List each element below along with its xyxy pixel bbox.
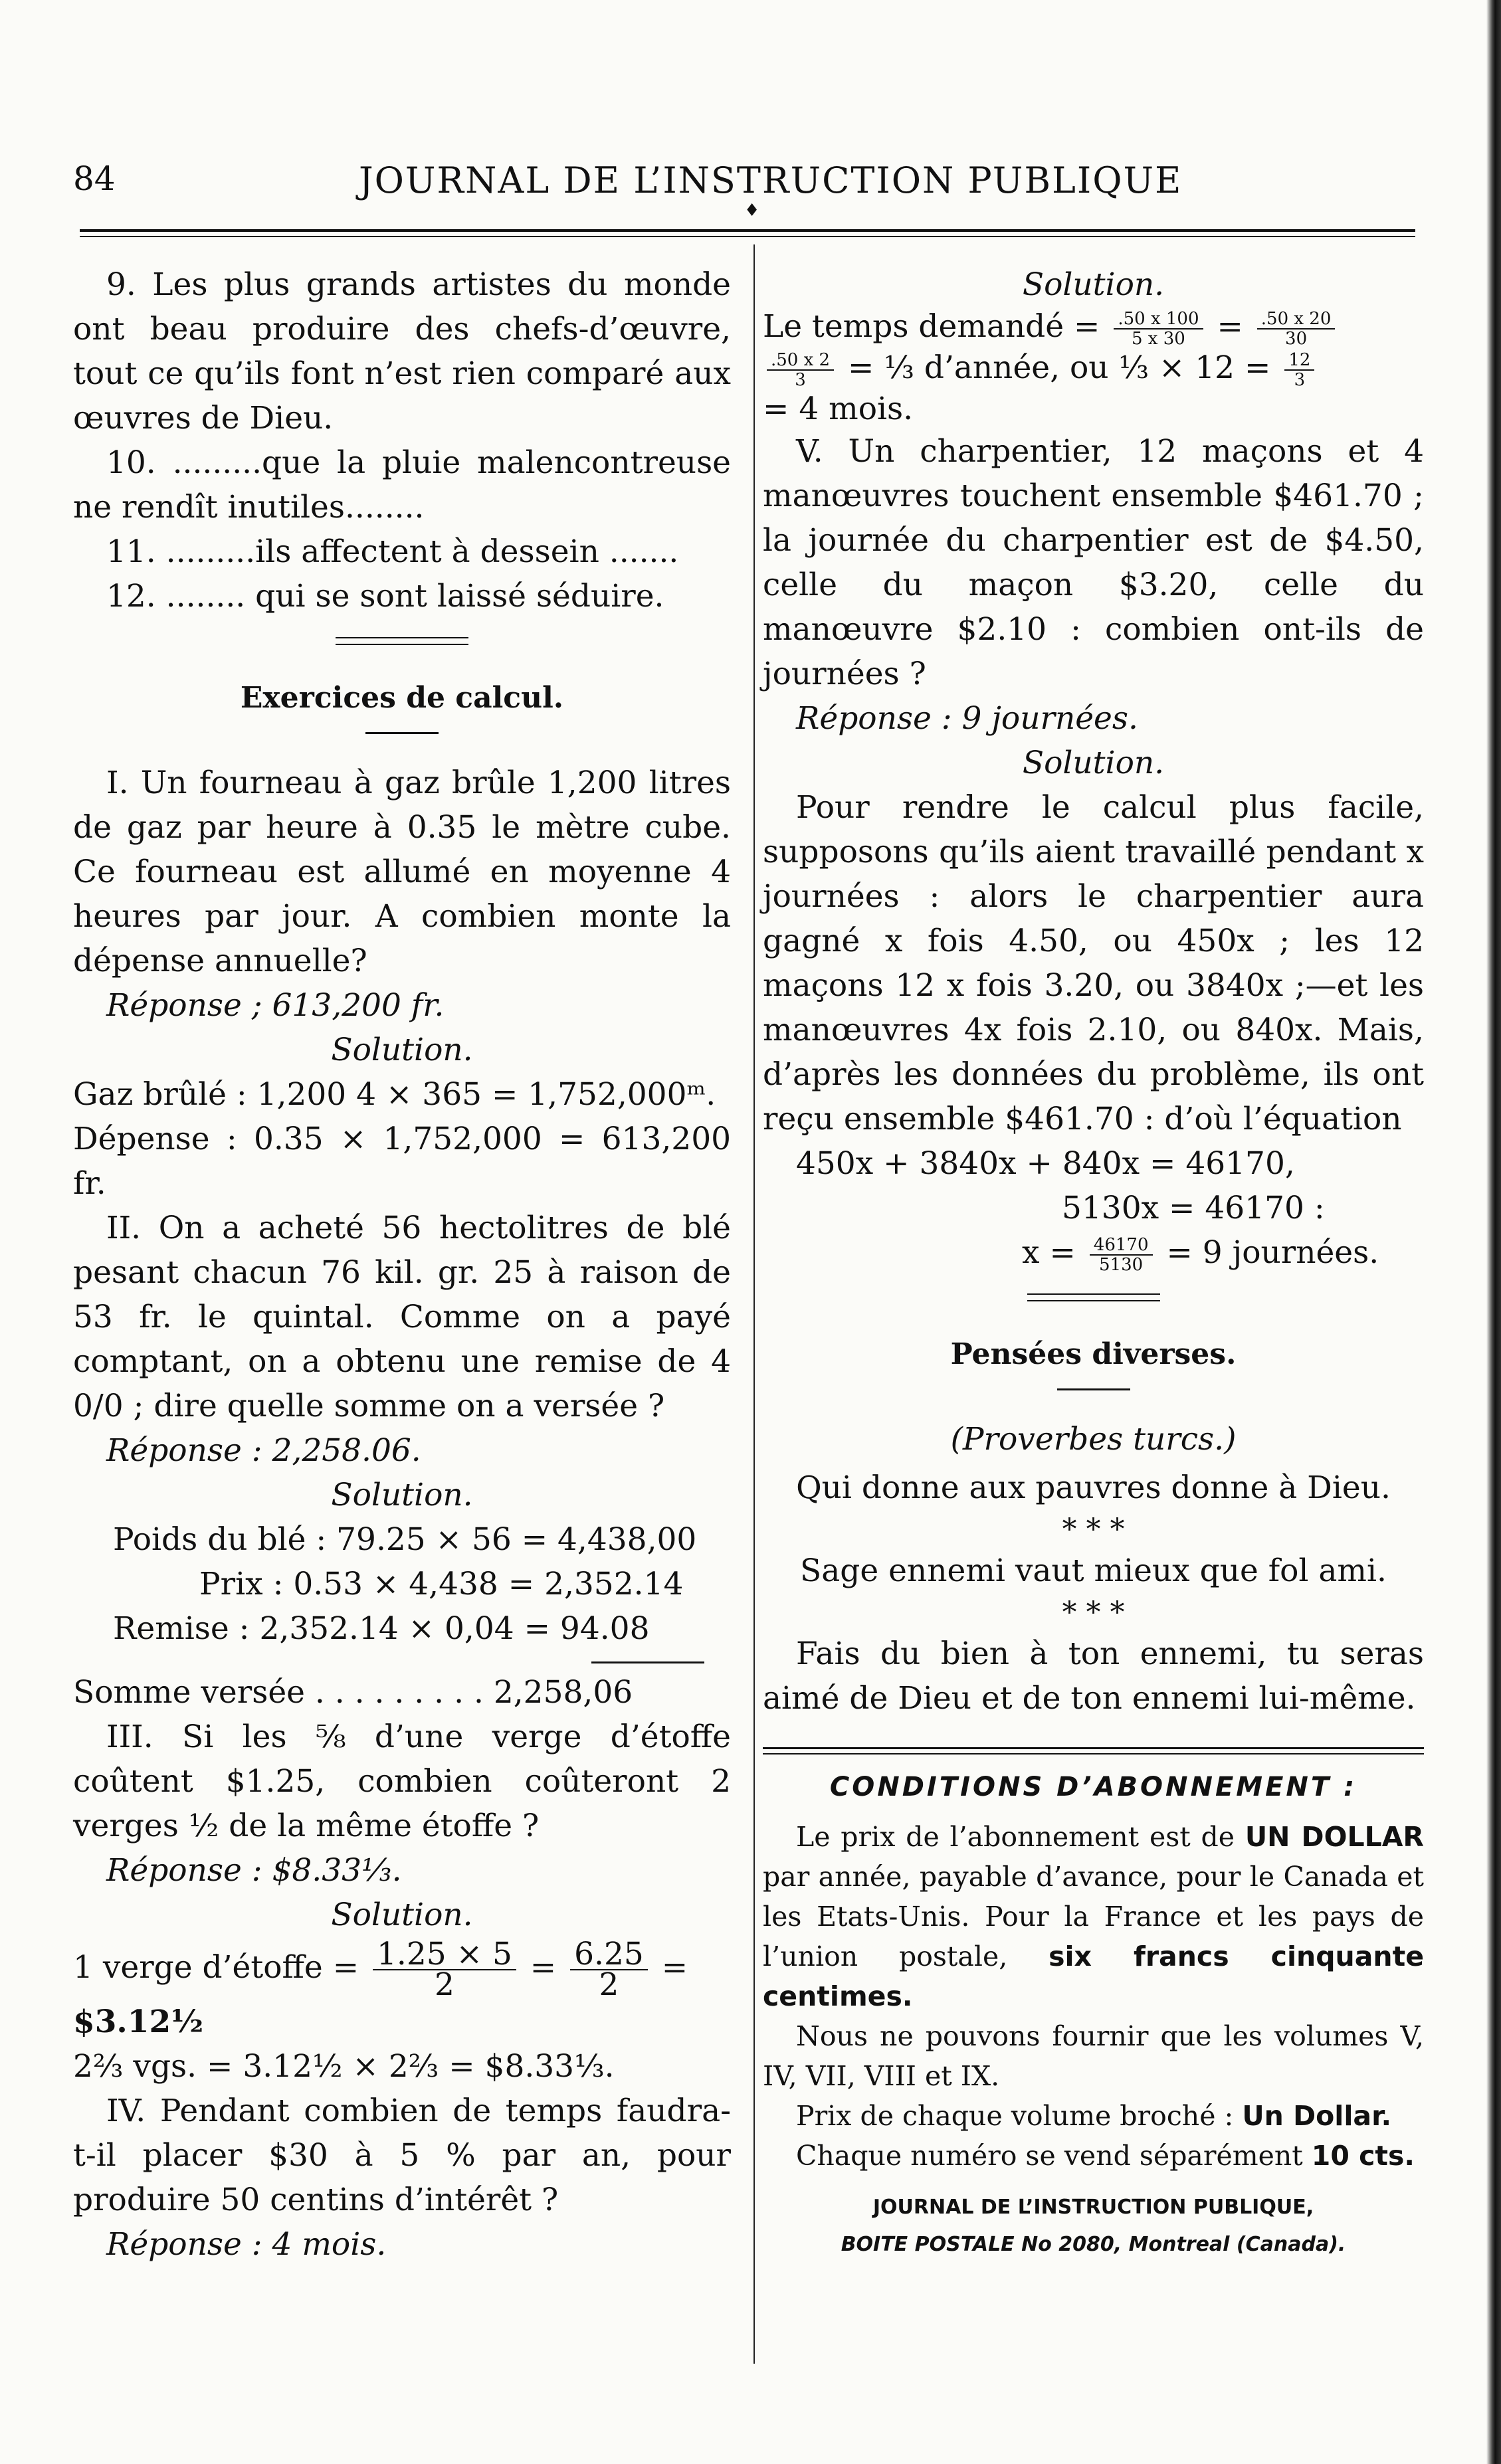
exercise-3-solution-label: Solution. — [331, 1897, 473, 1933]
conditions-volume-price — [763, 2096, 1424, 2136]
conditions-rule — [763, 1747, 1424, 1754]
exercise-2-line-3: Remise : 2,352.14 × 0,04 = 94.08 — [113, 1610, 650, 1647]
exercise-2-line-1: Poids du blé : 79.25 × 56 = 4,438,00 — [113, 1521, 697, 1558]
sum-rule — [591, 1661, 704, 1663]
footer-address: BOITE POSTALE No 2080, Montreal (Canada). — [841, 2233, 1346, 2256]
proverb-1: Qui donne aux pauvres donne à Dieu. — [796, 1469, 1391, 1506]
denominator: 5130 — [1099, 1255, 1144, 1275]
spacer — [763, 2176, 1424, 2189]
price-text-2: par année, payable d’avance, pour le Canada et les Etats-Unis. Pour la France et les pays de l’union postale, — [763, 1861, 1424, 1972]
solution-middle: = ⅓ d’année, ou ⅓ × 12 = — [848, 349, 1271, 386]
section-title-pensees: Pensées diverses. — [950, 1337, 1237, 1371]
fraction — [570, 1936, 648, 2003]
header-ornament: ♦ — [744, 201, 760, 221]
exercise-1-solution-label: Solution. — [331, 1032, 473, 1068]
exercise-2: II. On a acheté 56 hectolitres de blé pesant chacun 76 kil. gr. 25 à raison de 53 fr. le quintal. Comme on a payé comptant, on a obtenu une remise de 4 0/0 ; dire quelle somme on a versée ? — [73, 1210, 731, 1424]
volume-price-text: Prix de chaque volume broché : — [796, 2100, 1243, 2132]
item-9: 9. Les plus grands artistes du monde ont beau produire des chefs-d’œuvre, tout ce qu’ils font n’est rien comparé aux œuvres de Dieu. — [73, 266, 731, 436]
issue-price-value: 10 cts. — [1311, 2140, 1415, 2172]
exercise-5-eq-1: 450x + 3840x + 840x = 46170, — [796, 1145, 1295, 1182]
conditions-price — [763, 1817, 1424, 2016]
volume-price-value: Un Dollar. — [1242, 2100, 1392, 2132]
pensees-subtitle: (Proverbes turcs.) — [950, 1421, 1237, 1458]
numerator: .50 x 100 — [1114, 310, 1203, 330]
left-column — [73, 262, 731, 2267]
page-header — [73, 159, 1429, 221]
conditions-volumes: Nous ne pouvons fournir que les volumes V, IV, VII, VIII et IX. — [763, 2020, 1424, 2092]
right-column — [763, 262, 1424, 2263]
separator — [336, 637, 468, 645]
equation-prefix: x = — [1022, 1234, 1076, 1271]
exercise-4: IV. Pendant combien de temps faudra-t-il placer $30 à 5 % par an, pour produire 50 centins d’intérêt ? — [73, 2093, 731, 2218]
exercise-5-eq-2: 5130x = 46170 : — [1062, 1190, 1325, 1226]
exercise-2-line-2: Prix : 0.53 × 4,438 = 2,352.14 — [199, 1566, 684, 1602]
column-divider — [753, 244, 755, 2364]
exercise-5-body: Pour rendre le calcul plus facile, supposons qu’ils aient travaillé pendant x journées : alors le charpentier aura gagné x fois 4.50, ou 450x ; les 12 maçons 12 x fois 3.20, ou 3840x ;—et les manœuvres 4x fois 2.10, ou 840x. Mais, d’après les données du problème, ils ont reçu ensemble $461.70 : d’où l’équation — [763, 789, 1424, 1137]
item-11: 11. .........ils affectent à dessein ....... — [106, 533, 679, 570]
denominator: 3 — [795, 370, 806, 390]
exercise-1-answer: Réponse ; 613,200 fr. — [106, 987, 445, 1024]
journal-title: JOURNAL DE L’INSTRUCTION PUBLIQUE — [359, 159, 1183, 201]
numerator: 46170 — [1090, 1236, 1153, 1256]
numerator: 1.25 × 5 — [373, 1940, 516, 1970]
numerator: .50 x 20 — [1257, 310, 1336, 330]
exercise-1-line-2: Dépense : 0.35 × 1,752,000 = 613,200 fr. — [73, 1121, 731, 1202]
solution-end: = 4 mois. — [763, 391, 914, 427]
exercise-2-line-4: Somme versée . . . . . . . . . 2,258,06 — [73, 1674, 633, 1711]
header-rule-thin — [80, 236, 1415, 237]
exercise-3: III. Si les ⅝ d’une verge d’étoffe coûtent $1.25, combien coûteront 2 verges ½ de la même étoffe ? — [73, 1719, 731, 1844]
denominator: 2 — [599, 1966, 619, 2003]
page-edge — [1486, 0, 1501, 2464]
asterism: * * * — [1062, 1596, 1125, 1630]
page-number: 84 — [73, 159, 116, 198]
exercise-3-answer: Réponse : $8.33⅓. — [106, 1852, 402, 1889]
footer-journal-name: JOURNAL DE L’INSTRUCTION PUBLIQUE, — [872, 2196, 1314, 2219]
denominator: 30 — [1285, 329, 1308, 349]
exercise-2-answer: Réponse : 2,258.06. — [106, 1432, 421, 1469]
denominator: 2 — [434, 1966, 454, 2003]
equation-result: = 9 journées. — [1166, 1234, 1379, 1271]
separator — [1027, 1293, 1160, 1301]
header-rule — [80, 229, 1415, 232]
exercise-5-eq-3 — [763, 1230, 1424, 1275]
solution-prefix: Le temps demandé = — [763, 308, 1100, 345]
exercise-1: I. Un fourneau à gaz brûle 1,200 litres de gaz par heure à 0.35 le mètre cube. Ce fourneau est allumé en moyenne 4 heures par jour. A combien monte la dépense annuelle? — [73, 765, 731, 979]
item-10: 10. .........que la pluie malencontreuse ne rendît inutiles........ — [73, 444, 731, 525]
fraction — [767, 351, 834, 389]
price-text-1: Le prix de l’abonnement est de — [796, 1821, 1245, 1853]
proverb-2: Sage ennemi vaut mieux que fol ami. — [800, 1553, 1387, 1589]
conditions-title: CONDITIONS D’ABONNEMENT : — [829, 1772, 1357, 1802]
exercise-2-solution-label: Solution. — [331, 1477, 473, 1513]
fraction — [1284, 351, 1314, 389]
denominator: 5 x 30 — [1132, 329, 1185, 349]
exercise-4-solution: Le temps demandé = $\frac{.50 x 100}{5 x 30}$ = $\frac{.50 x 20}{30}$ $\frac{.50 x 2}{3}$ = ⅓ d’année, ou ⅓ × 12 = $\frac{12}{3}$ = 4 mois. — [763, 307, 1424, 429]
item-12: 12. ........ qui se sont laissé séduire. — [106, 578, 664, 615]
separator — [365, 732, 439, 734]
exercise-4-answer: Réponse : 4 mois. — [106, 2226, 387, 2263]
fraction — [1114, 310, 1203, 348]
equation-left: 1 verge d’étoffe = — [73, 1949, 359, 1986]
asterism: * * * — [1062, 1513, 1125, 1547]
price-dollar: UN DOLLAR — [1245, 1821, 1424, 1853]
exercise-3-result: $3.12½ — [73, 2004, 204, 2040]
exercise-3-equation: 1 verge d’étoffe = $\frac{1.25 \times 5}{2}$ = $\frac{6.25}{2}$ = — [73, 1936, 688, 2003]
denominator: 3 — [1294, 370, 1306, 390]
conditions-issue-price — [763, 2136, 1424, 2176]
exercise-4-solution-label: Solution. — [1022, 266, 1165, 303]
separator — [1057, 1388, 1130, 1390]
section-title-calcul: Exercices de calcul. — [240, 681, 564, 715]
proverb-3: Fais du bien à ton ennemi, tu seras aimé de Dieu et de ton ennemi lui-même. — [763, 1636, 1424, 1717]
exercise-5-answer: Réponse : 9 journées. — [796, 700, 1138, 737]
price-francs: six francs cinquante centimes. — [763, 1941, 1425, 2012]
numerator: .50 x 2 — [767, 351, 834, 371]
issue-price-text: Chaque numéro se vend séparément — [796, 2140, 1312, 2172]
fraction — [1090, 1236, 1153, 1274]
exercise-3-line-2: 2⅔ vgs. = 3.12½ × 2⅔ = $8.33⅓. — [73, 2048, 615, 2085]
fraction — [1257, 310, 1336, 348]
numerator: 6.25 — [570, 1940, 648, 1970]
exercise-5-solution-label: Solution. — [1022, 745, 1165, 781]
fraction — [373, 1936, 516, 2003]
exercise-1-line-1: Gaz brûlé : 1,200 4 × 365 = 1,752,000ᵐ. — [73, 1076, 716, 1113]
numerator: 12 — [1284, 351, 1314, 371]
exercise-5: V. Un charpentier, 12 maçons et 4 manœuvres touchent ensemble $461.70 ; la journée du charpentier est de $4.50, celle du maçon $3.20, celle du manœuvre $2.10 : combien ont-ils de journées ? — [763, 433, 1424, 692]
